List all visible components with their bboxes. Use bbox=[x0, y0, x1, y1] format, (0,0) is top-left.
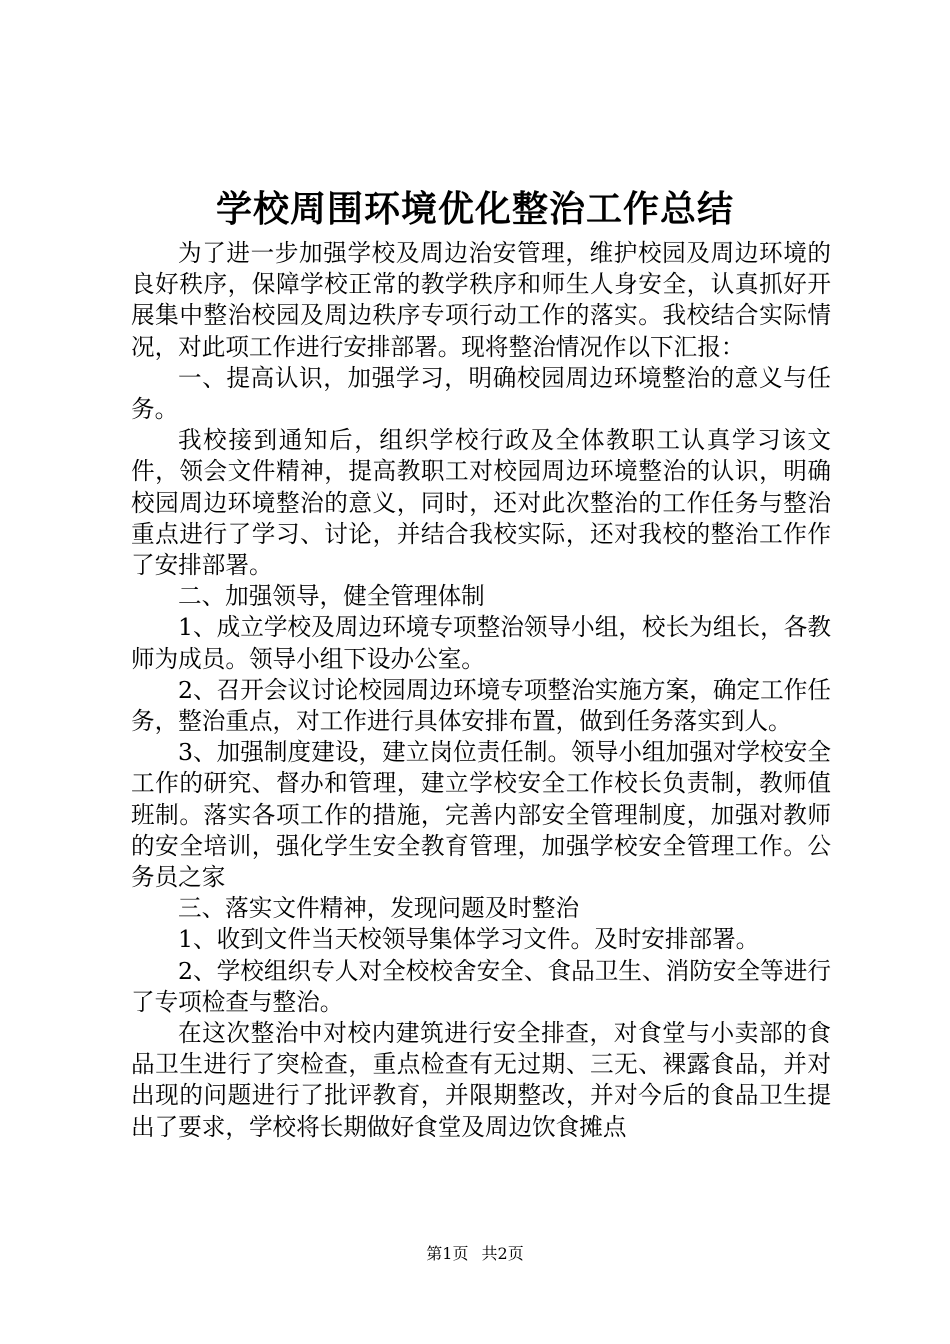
page-total: 共2页 bbox=[481, 1244, 524, 1263]
paragraph: 2、学校组织专人对全校校舍安全、食品卫生、消防安全等进行了专项检查与整治。 bbox=[131, 956, 831, 1016]
page-footer bbox=[0, 1244, 950, 1264]
paragraph: 1、收到文件当天校领导集体学习文件。及时安排部署。 bbox=[178, 925, 760, 954]
page-number: 第1页 bbox=[426, 1244, 469, 1263]
paragraph: 2、召开会议讨论校园周边环境专项整治实施方案，确定工作任务，整治重点，对工作进行具体安排布置，做到任务落实到人。 bbox=[131, 675, 831, 736]
paragraph: 1、成立学校及周边环境专项整治领导小组，校长为组长，各教师为成员。领导小组下设办公室。 bbox=[131, 613, 831, 673]
document-title: 学校周围环境优化整治工作总结 bbox=[215, 188, 734, 230]
section-heading: 一、提高认识，加强学习，明确校园周边环境整治的意义与任务。 bbox=[131, 363, 831, 424]
section-heading: 二、加强领导，健全管理体制 bbox=[178, 582, 485, 611]
paragraph: 我校接到通知后，组织学校行政及全体教职工认真学习该文件，领会文件精神，提高教职工对校园周边环境整治的认识，明确校园周边环境整治的意义，同时，还对此次整治的工作任务与整治重点进行了学习、讨论，并结合我校实际，还对我校的整治工作作了安排部署。 bbox=[131, 426, 831, 580]
paragraph: 在这次整治中对校内建筑进行安全排查，对食堂与小卖部的食品卫生进行了突检查，重点检查有无过期、三无、裸露食品，并对出现的问题进行了批评教育，并限期整改，并对今后的食品卫生提出了要求，学校将长期做好食堂及周边饮食摊点 bbox=[131, 1019, 831, 1141]
paragraph: 为了进一步加强学校及周边治安管理，维护校园及周边环境的良好秩序，保障学校正常的教学秩序和师生人身安全，认真抓好开展集中整治校园及周边秩序专项行动工作的落实。我校结合实际情况，对此项工作进行安排部署。现将整治情况作以下汇报： bbox=[131, 239, 831, 361]
section-heading: 三、落实文件精神，发现问题及时整治 bbox=[178, 894, 580, 923]
document-body bbox=[131, 238, 831, 1143]
paragraph: 3、加强制度建设，建立岗位责任制。领导小组加强对学校安全工作的研究、督办和管理，建立学校安全工作校长负责制，教师值班制。落实各项工作的措施，完善内部安全管理制度，加强对教师的安全培训，强化学生安全教育管理，加强学校安全管理工作。公务员之家 bbox=[131, 738, 831, 892]
